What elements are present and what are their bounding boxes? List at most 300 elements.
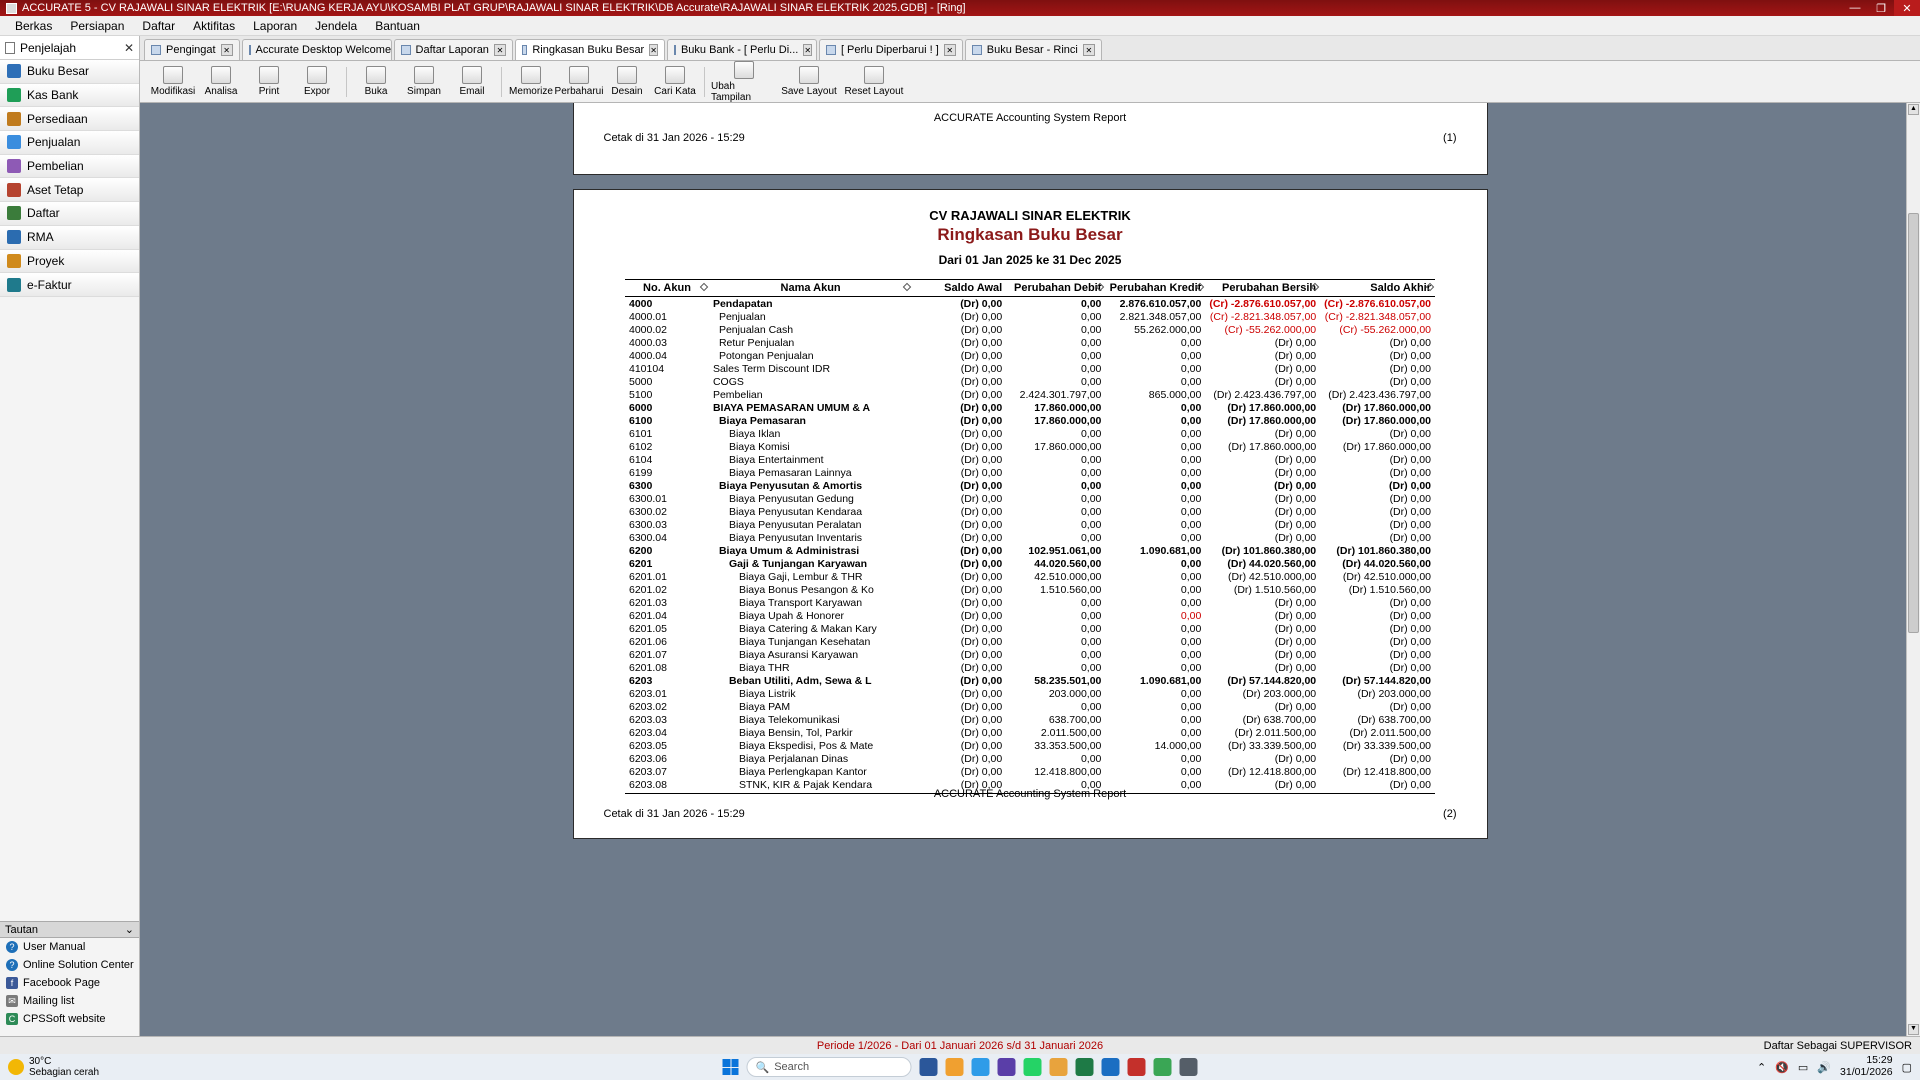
- cell-account-name: Biaya Ekspedisi, Pos & Mate: [738, 739, 874, 752]
- cell-saldo-akhir: (Dr) 57.144.820,00: [1342, 674, 1431, 687]
- cell-account-name: Biaya Listrik: [738, 687, 796, 700]
- ledger-icon: [7, 64, 21, 78]
- desain-button[interactable]: [604, 66, 650, 97]
- tab-accurate-desktop-welcome[interactable]: [242, 39, 392, 60]
- store-icon[interactable]: [998, 1058, 1016, 1076]
- cell-saldo-akhir: (Dr) 12.418.800,00: [1342, 765, 1431, 778]
- table-row[interactable]: [625, 739, 1435, 752]
- cell-perubahan-debit: 17.860.000,00: [1034, 440, 1102, 453]
- cell-saldo-awal: (Dr) 0,00: [960, 596, 1003, 609]
- cell-account-number: 6203: [629, 674, 653, 687]
- cell-perubahan-debit: 0,00: [1080, 700, 1102, 713]
- cell-perubahan-kredit: 0,00: [1180, 557, 1202, 570]
- cell-perubahan-kredit: 0,00: [1180, 492, 1202, 505]
- column-header-no-akun[interactable]: [625, 280, 709, 297]
- cell-saldo-awal: (Dr) 0,00: [960, 778, 1003, 791]
- cell-perubahan-bersih: (Dr) 0,00: [1274, 453, 1317, 466]
- perbaharui-button[interactable]: [556, 66, 602, 97]
- cell-perubahan-bersih: (Dr) 0,00: [1274, 752, 1317, 765]
- edge-icon[interactable]: [972, 1058, 990, 1076]
- report-system-header: ACCURATE Accounting System Report: [933, 112, 1127, 124]
- cell-perubahan-bersih: (Dr) 0,00: [1274, 648, 1317, 661]
- sidebar-item-label: Kas Bank: [27, 88, 79, 103]
- cell-saldo-akhir: (Cr) -55.262.000,00: [1339, 323, 1431, 336]
- button-label: Buka: [364, 86, 388, 97]
- table-row[interactable]: [625, 505, 1435, 518]
- terminal-icon[interactable]: [1180, 1058, 1198, 1076]
- table-row[interactable]: [625, 440, 1435, 453]
- cell-saldo-akhir: (Dr) 2.011.500,00: [1349, 726, 1431, 739]
- cell-perubahan-debit: 0,00: [1080, 310, 1102, 323]
- column-header-perubahan-kredit[interactable]: [1105, 280, 1205, 297]
- table-row[interactable]: [625, 518, 1435, 531]
- cell-perubahan-debit: 58.235.501,00: [1034, 674, 1102, 687]
- battery-icon[interactable]: ▭: [1797, 1061, 1809, 1074]
- cell-saldo-akhir: (Dr) 0,00: [1389, 700, 1431, 713]
- sidebar-spacer: [0, 297, 139, 921]
- table-row[interactable]: [625, 414, 1435, 427]
- cell-account-name: Biaya Tunjangan Kesehatan: [738, 635, 871, 648]
- cell-account-number: 6201.04: [629, 609, 667, 622]
- menu-item-persiapan[interactable]: Persiapan: [70, 18, 125, 33]
- cell-perubahan-bersih: (Dr) 44.020.560,00: [1227, 557, 1317, 570]
- cell-perubahan-debit: 0,00: [1080, 297, 1102, 310]
- tab-label: Daftar Laporan: [415, 44, 489, 56]
- cell-perubahan-bersih: (Dr) 42.510.000,00: [1228, 570, 1317, 583]
- tab-strip: [140, 36, 1920, 61]
- table-row[interactable]: [625, 531, 1435, 544]
- column-header-perubahan-bersih[interactable]: [1205, 280, 1320, 297]
- cell-saldo-akhir: (Dr) 1.510.560,00: [1348, 583, 1431, 596]
- table-row[interactable]: [625, 570, 1435, 583]
- taskbar-center: [723, 1057, 1198, 1077]
- tab-icon: [151, 45, 161, 55]
- cell-account-number: 6201.06: [629, 635, 667, 648]
- cell-perubahan-kredit: 14.000,00: [1154, 739, 1202, 752]
- menu-item-bantuan[interactable]: Bantuan: [375, 18, 420, 33]
- button-label: Save Layout: [781, 86, 837, 97]
- volume-mute-icon[interactable]: 🔇: [1775, 1061, 1789, 1074]
- cell-perubahan-debit: 0,00: [1080, 596, 1102, 609]
- tab-perlu-diperbarui[interactable]: [819, 39, 963, 60]
- design-icon: [617, 66, 637, 84]
- cell-saldo-awal: (Dr) 0,00: [960, 505, 1003, 518]
- cell-account-name: Biaya Penyusutan Kendaraa: [728, 505, 863, 518]
- button-label: Reset Layout: [844, 86, 904, 97]
- column-header-saldo-akhir[interactable]: [1320, 280, 1435, 297]
- cell-account-name: STNK, KIR & Pajak Kendara: [738, 778, 873, 791]
- table-row[interactable]: [625, 713, 1435, 726]
- table-row[interactable]: [625, 323, 1435, 336]
- table-row[interactable]: [625, 752, 1435, 765]
- sidebar-item-e-faktur[interactable]: [0, 273, 139, 297]
- cell-account-number: 6101: [629, 427, 653, 440]
- cell-perubahan-debit: 1.510.560,00: [1040, 583, 1102, 596]
- links-header[interactable]: [0, 921, 139, 938]
- tab-buku-bank[interactable]: [667, 39, 817, 60]
- cell-account-name: Biaya Iklan: [728, 427, 781, 440]
- reset-layout-button[interactable]: [841, 66, 907, 97]
- analisa-button[interactable]: [198, 66, 244, 97]
- cell-account-number: 6203.05: [629, 739, 667, 752]
- tab-label: Accurate Desktop Welcome: [255, 44, 392, 56]
- cell-account-name: Biaya Komisi: [728, 440, 790, 453]
- tab-pengingat[interactable]: [144, 39, 240, 60]
- excel-icon[interactable]: [1076, 1058, 1094, 1076]
- sheets-icon[interactable]: [1154, 1058, 1172, 1076]
- button-label: Cari Kata: [654, 86, 696, 97]
- search-input[interactable]: [747, 1057, 912, 1077]
- link-cpssoft-website[interactable]: [0, 1010, 139, 1028]
- table-row[interactable]: [625, 453, 1435, 466]
- cell-saldo-akhir: (Dr) 17.860.000,00: [1342, 401, 1431, 414]
- weather-temp: 30°C: [29, 1056, 52, 1067]
- button-label: Analisa: [204, 86, 238, 97]
- tab-daftar-laporan[interactable]: [394, 39, 513, 60]
- cell-perubahan-debit: 0,00: [1080, 752, 1102, 765]
- table-row[interactable]: [625, 310, 1435, 323]
- cell-saldo-awal: (Dr) 0,00: [960, 739, 1003, 752]
- cell-account-name: COGS: [712, 375, 744, 388]
- table-row[interactable]: [625, 609, 1435, 622]
- cell-account-name: Biaya THR: [738, 661, 790, 674]
- layout-reset-icon: [864, 66, 884, 84]
- sales-icon: [7, 135, 21, 149]
- cell-saldo-awal: (Dr) 0,00: [960, 401, 1003, 414]
- cell-saldo-akhir: (Cr) -2.821.348.057,00: [1324, 310, 1431, 323]
- cell-perubahan-debit: 0,00: [1080, 362, 1102, 375]
- cell-perubahan-debit: 203.000,00: [1048, 687, 1102, 700]
- sun-icon: [8, 1059, 24, 1075]
- report-footer-current: [574, 788, 1487, 820]
- cell-account-number: 410104: [629, 362, 665, 375]
- cell-perubahan-kredit: 2.821.348.057,00: [1119, 310, 1202, 323]
- window-title: ACCURATE 5 - CV RAJAWALI SINAR ELEKTRIK [E:\RUANG KERJA AYU\KOSAMBI PLAT GRUP\RAJAWALI SINAR ELEKTRIK\DB Accurate\RAJAWALI SINAR ELEKTRIK 2025.GDB] - [Ring]: [22, 2, 966, 14]
- analysis-icon: [211, 66, 231, 84]
- word-icon[interactable]: [1102, 1058, 1120, 1076]
- cell-perubahan-kredit: 0,00: [1180, 648, 1202, 661]
- close-icon[interactable]: ✕: [1083, 44, 1095, 56]
- sidebar-item-label: RMA: [27, 230, 54, 245]
- table-row[interactable]: [625, 583, 1435, 596]
- table-row[interactable]: [625, 479, 1435, 492]
- cell-saldo-akhir: (Dr) 33.339.500,00: [1342, 739, 1431, 752]
- cell-perubahan-kredit: 0,00: [1180, 349, 1202, 362]
- cell-saldo-akhir: (Dr) 0,00: [1388, 479, 1431, 492]
- chrome-icon[interactable]: [1050, 1058, 1068, 1076]
- save-layout-button[interactable]: [779, 66, 839, 97]
- close-icon[interactable]: ✕: [804, 45, 812, 55]
- cell-saldo-akhir: (Dr) 17.860.000,00: [1342, 414, 1431, 427]
- taskbar-left: [8, 1056, 99, 1078]
- table-row[interactable]: [625, 635, 1435, 648]
- table-row[interactable]: [625, 427, 1435, 440]
- report-period: Dari 01 Jan 2025 ke 31 Dec 2025: [938, 253, 1122, 267]
- purchase-icon: [7, 159, 21, 173]
- clock[interactable]: [1840, 1055, 1893, 1078]
- scroll-down-arrow-icon[interactable]: ▼: [1908, 1024, 1919, 1035]
- link-mailing-list[interactable]: [0, 992, 139, 1010]
- table-row[interactable]: [625, 349, 1435, 362]
- cell-perubahan-bersih: (Dr) 0,00: [1274, 466, 1317, 479]
- cell-account-name: Biaya Gaji, Lembur & THR: [738, 570, 863, 583]
- scroll-up-arrow-icon[interactable]: ▲: [1908, 104, 1919, 115]
- cell-perubahan-debit: 2.424.301.797,00: [1019, 388, 1102, 401]
- table-row[interactable]: [625, 687, 1435, 700]
- table-row[interactable]: [625, 362, 1435, 375]
- cell-saldo-awal: (Dr) 0,00: [960, 557, 1003, 570]
- scrollbar-thumb[interactable]: [1908, 213, 1919, 633]
- sidebar-item-label: Persediaan: [27, 111, 88, 126]
- button-label: Ubah Tampilan: [711, 80, 752, 103]
- sidebar-item-persediaan[interactable]: [0, 107, 139, 131]
- table-row[interactable]: [625, 700, 1435, 713]
- toolbar-separator: [704, 67, 705, 97]
- cell-saldo-awal: (Dr) 0,00: [960, 726, 1003, 739]
- cell-perubahan-kredit: 0,00: [1180, 401, 1202, 414]
- cell-account-name: Biaya Transport Karyawan: [738, 596, 863, 609]
- ubah-tampilan-button[interactable]: [711, 61, 777, 103]
- button-label: Modifikasi: [150, 86, 196, 97]
- cell-saldo-akhir: (Dr) 0,00: [1389, 362, 1431, 375]
- cari-kata-button[interactable]: [652, 66, 698, 97]
- vertical-scrollbar[interactable]: [1906, 103, 1920, 1036]
- cell-account-number: 4000.03: [629, 336, 667, 349]
- link-online-solution-center[interactable]: [0, 956, 139, 974]
- windows-start-icon[interactable]: [723, 1059, 739, 1075]
- taskbar-right: [1757, 1055, 1912, 1078]
- report-toolbar: [140, 61, 1920, 103]
- cell-saldo-akhir: (Dr) 0,00: [1389, 531, 1431, 544]
- close-icon[interactable]: ✕: [650, 45, 657, 55]
- cell-perubahan-kredit: 0,00: [1180, 505, 1202, 518]
- button-label: Expor: [303, 86, 331, 97]
- layout-save-icon: [799, 66, 819, 84]
- email-icon: [462, 66, 482, 84]
- table-row[interactable]: [625, 557, 1435, 570]
- cell-account-name: Biaya Umum & Administrasi: [718, 544, 860, 557]
- link-label: Mailing list: [23, 995, 75, 1007]
- tab-buku-besar-rinci[interactable]: [965, 39, 1102, 60]
- menu-item-berkas[interactable]: Berkas: [15, 18, 53, 33]
- refresh-icon: [569, 66, 589, 84]
- sidebar-item-kas-bank[interactable]: [0, 84, 139, 108]
- table-row[interactable]: [625, 466, 1435, 479]
- sidebar-item-label: Proyek: [27, 253, 65, 268]
- cell-account-name: Biaya Penyusutan Gedung: [728, 492, 854, 505]
- menu-item-laporan[interactable]: Laporan: [253, 18, 298, 33]
- cell-saldo-akhir: (Dr) 0,00: [1389, 336, 1431, 349]
- table-row[interactable]: [625, 375, 1435, 388]
- close-icon[interactable]: ✕: [221, 44, 233, 56]
- search-placeholder: Search: [774, 1061, 810, 1073]
- minimize-button[interactable]: —: [1849, 2, 1861, 14]
- report-title: Ringkasan Buku Besar: [937, 225, 1123, 244]
- table-row[interactable]: [625, 401, 1435, 414]
- sidebar-item-buku-besar[interactable]: [0, 60, 139, 84]
- sort-diamond-icon[interactable]: [903, 283, 911, 291]
- cell-saldo-awal: (Dr) 0,00: [960, 752, 1003, 765]
- taskview-icon[interactable]: [920, 1058, 938, 1076]
- link-label: Facebook Page: [23, 977, 101, 989]
- email-button[interactable]: [449, 66, 495, 97]
- table-row[interactable]: [625, 492, 1435, 505]
- table-row[interactable]: [625, 648, 1435, 661]
- menu-item-jendela[interactable]: Jendela: [315, 18, 358, 33]
- cell-account-number: 6201.05: [629, 622, 667, 635]
- mail-icon: ✉: [6, 995, 18, 1007]
- report-page-current: [573, 189, 1488, 839]
- cell-account-name: Biaya Pemasaran: [718, 414, 806, 427]
- cell-saldo-awal: (Dr) 0,00: [960, 635, 1003, 648]
- table-row[interactable]: [625, 544, 1435, 557]
- chevron-down-icon[interactable]: ⌄: [124, 924, 134, 936]
- close-icon[interactable]: ✕: [123, 40, 134, 55]
- link-facebook-page[interactable]: [0, 974, 139, 992]
- menu-item-aktifitas[interactable]: Aktifitas: [193, 18, 236, 33]
- cell-account-name: Biaya Catering & Makan Kary: [738, 622, 877, 635]
- table-row[interactable]: [625, 765, 1435, 778]
- status-user: Daftar Sebagai SUPERVISOR: [1763, 1039, 1912, 1052]
- sidebar-item-aset-tetap[interactable]: [0, 178, 139, 202]
- page-number: (2): [1443, 808, 1457, 820]
- link-label: CPSSoft website: [23, 1013, 106, 1025]
- close-button[interactable]: ✕: [1894, 0, 1920, 16]
- cell-account-number: 6200: [629, 544, 653, 557]
- cell-perubahan-debit: 0,00: [1080, 453, 1102, 466]
- cell-account-name: Pendapatan: [712, 297, 773, 310]
- sidebar-item-daftar[interactable]: [0, 202, 139, 226]
- memorize-icon: [521, 66, 541, 84]
- cell-saldo-akhir: (Dr) 42.510.000,00: [1342, 570, 1431, 583]
- sidebar-item-pembelian[interactable]: [0, 155, 139, 179]
- accurate-icon[interactable]: [1128, 1058, 1146, 1076]
- show-hidden-icons[interactable]: ⌃: [1757, 1061, 1767, 1074]
- cell-saldo-akhir: (Dr) 203.000,00: [1357, 687, 1431, 700]
- cell-perubahan-kredit: 0,00: [1180, 427, 1202, 440]
- cell-saldo-awal: (Dr) 0,00: [960, 648, 1003, 661]
- cell-perubahan-debit: 17.860.000,00: [1034, 414, 1102, 427]
- cell-perubahan-bersih: (Dr) 0,00: [1274, 336, 1317, 349]
- cell-perubahan-debit: 0,00: [1080, 622, 1102, 635]
- sidebar-item-penjualan[interactable]: [0, 131, 139, 155]
- table-row[interactable]: [625, 622, 1435, 635]
- menu-bar: [0, 16, 1920, 36]
- efaktur-icon: [7, 278, 21, 292]
- table-row[interactable]: [625, 336, 1435, 349]
- close-icon[interactable]: ✕: [494, 44, 506, 56]
- cell-saldo-akhir: (Dr) 0,00: [1389, 375, 1431, 388]
- button-label: Print: [258, 86, 280, 97]
- memorize-button[interactable]: [508, 66, 554, 97]
- close-icon[interactable]: ✕: [944, 44, 956, 56]
- explorer-header: [0, 36, 139, 60]
- buka-button[interactable]: [353, 66, 399, 97]
- cell-perubahan-kredit: 0,00: [1180, 453, 1202, 466]
- cell-saldo-akhir: (Dr) 0,00: [1389, 778, 1431, 791]
- report-viewport[interactable]: [140, 103, 1920, 1036]
- cell-saldo-awal: (Dr) 0,00: [960, 440, 1003, 453]
- simpan-button[interactable]: [401, 66, 447, 97]
- cell-account-number: 4000.02: [629, 323, 667, 336]
- cell-account-name: Biaya Penyusutan Inventaris: [728, 531, 863, 544]
- print-stamp: Cetak di 31 Jan 2026 - 15:29: [603, 132, 745, 144]
- menu-item-daftar[interactable]: Daftar: [142, 18, 176, 33]
- weather-widget[interactable]: [8, 1056, 99, 1078]
- sidebar-item-rma[interactable]: [0, 226, 139, 250]
- cell-perubahan-debit: 44.020.560,00: [1034, 557, 1102, 570]
- network-icon[interactable]: 🔊: [1817, 1061, 1832, 1074]
- cell-account-name: Biaya Telekomunikasi: [738, 713, 840, 726]
- expor-button[interactable]: [294, 66, 340, 97]
- cell-saldo-awal: (Dr) 0,00: [960, 388, 1003, 401]
- sidebar-item-proyek[interactable]: [0, 250, 139, 274]
- sidebar-item-label: Aset Tetap: [27, 182, 84, 197]
- cell-saldo-akhir: (Dr) 2.423.436.797,00: [1328, 388, 1431, 401]
- cell-account-name: Biaya Perlengkapan Kantor: [738, 765, 867, 778]
- column-header-nama-akun[interactable]: [709, 280, 912, 297]
- cell-saldo-awal: (Dr) 0,00: [960, 544, 1003, 557]
- cell-saldo-awal: (Dr) 0,00: [960, 674, 1003, 687]
- cell-saldo-awal: (Dr) 0,00: [960, 323, 1003, 336]
- cell-saldo-awal: (Dr) 0,00: [960, 466, 1003, 479]
- cell-perubahan-bersih: (Dr) 203.000,00: [1242, 687, 1317, 700]
- cell-perubahan-debit: 12.418.800,00: [1034, 765, 1102, 778]
- sidebar-item-label: Penjualan: [27, 135, 81, 150]
- table-row[interactable]: [625, 297, 1435, 311]
- header-label: Saldo Awal: [944, 282, 1003, 294]
- column-header-perubahan-debit[interactable]: [1006, 280, 1105, 297]
- cell-account-number: 6201: [629, 557, 653, 570]
- column-header-saldo-awal[interactable]: [912, 280, 1006, 297]
- whatsapp-icon[interactable]: [1024, 1058, 1042, 1076]
- file-explorer-icon[interactable]: [946, 1058, 964, 1076]
- table-row[interactable]: [625, 661, 1435, 674]
- maximize-button[interactable]: ❐: [1876, 2, 1886, 15]
- link-user-manual[interactable]: [0, 938, 139, 956]
- table-row[interactable]: [625, 388, 1435, 401]
- table-row[interactable]: [625, 726, 1435, 739]
- report-company-name: CV RAJAWALI SINAR ELEKTRIK: [929, 208, 1131, 223]
- header-label: Saldo Akhir: [1370, 282, 1431, 294]
- window-controls[interactable]: [1842, 0, 1920, 16]
- cell-saldo-akhir: (Dr) 0,00: [1389, 752, 1431, 765]
- cell-perubahan-bersih: (Dr) 0,00: [1274, 531, 1317, 544]
- cell-perubahan-kredit: 0,00: [1180, 414, 1202, 427]
- cell-saldo-awal: (Dr) 0,00: [960, 349, 1003, 362]
- sort-diamond-icon[interactable]: [700, 283, 708, 291]
- cell-perubahan-bersih: (Dr) 17.860.000,00: [1227, 401, 1317, 414]
- cell-account-number: 6203.01: [629, 687, 667, 700]
- table-row[interactable]: [625, 674, 1435, 687]
- table-row[interactable]: [625, 596, 1435, 609]
- cell-account-number: 6203.08: [629, 778, 667, 791]
- cell-account-number: 6203.04: [629, 726, 667, 739]
- cell-saldo-akhir: (Dr) 0,00: [1389, 648, 1431, 661]
- print-button[interactable]: [246, 66, 292, 97]
- notification-icon[interactable]: ▢: [1901, 1061, 1912, 1074]
- cell-account-number: 6199: [629, 466, 653, 479]
- tab-ringkasan-buku-besar[interactable]: [515, 39, 665, 60]
- cell-account-name: Biaya Upah & Honorer: [738, 609, 845, 622]
- clock-time: 15:29: [1866, 1054, 1893, 1067]
- cell-perubahan-debit: 2.011.500,00: [1040, 726, 1102, 739]
- cell-saldo-akhir: (Dr) 44.020.560,00: [1342, 557, 1431, 570]
- header-label: Perubahan Debit: [1013, 282, 1102, 294]
- modifikasi-button[interactable]: [150, 66, 196, 97]
- cell-account-number: 6102: [629, 440, 653, 453]
- cell-account-number: 6100: [629, 414, 653, 427]
